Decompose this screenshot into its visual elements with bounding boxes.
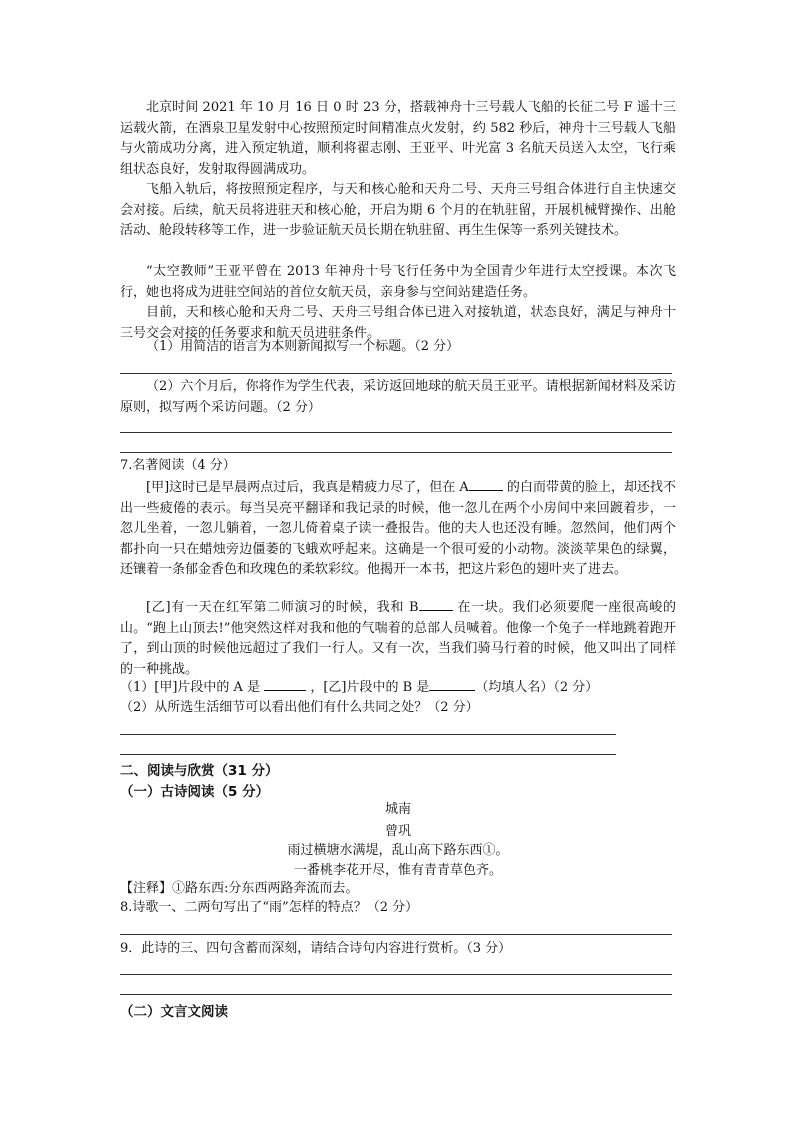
blank-a — [469, 477, 503, 491]
poem-line-1: 雨过横塘水满堤，乱山高下路东西①。 — [287, 843, 509, 858]
poem-title: 城南 — [384, 802, 411, 817]
poetry-subheading: （一）古诗阅读（5 分） — [120, 784, 270, 800]
news-paragraph-1: 北京时间 2021 年 10 月 16 日 0 时 23 分，搭载神舟十三号载人飞船的长征二号 F 遥十三运载火箭，在酒泉卫星发射中心按照预定时间精准点火发射，约 582 秒后，神舟十三号载人飞船与火箭成功分离，进入预定轨道，顺利将翟志刚、王亚平、叶光富 3 名航天员送入太空，飞行乘组状态良好，发射取得圆满成功。 — [120, 100, 676, 177]
news-paragraph-3: “太空教师”王亚平曾在 2013 年神舟十号飞行任务中为全国青少年进行太空授课。本次飞行，她也将成为进驻空间站的首位女航天员，亲身参与空间站建造任务。 — [120, 264, 676, 300]
question-8: 8.诗歌一、二两句写出了“雨”怎样的特点？（2 分） — [120, 900, 419, 915]
classical-chinese-subheading: （二）文言文阅读 — [120, 1004, 228, 1020]
answer-line — [120, 974, 672, 975]
question-7-title: 7.名著阅读（4 分） — [120, 458, 236, 473]
question-7-1: （1）[甲]片段中的 A 是 ，[乙]片段中的 B 是 （均填人名）（2 分） — [120, 677, 680, 698]
excerpt-yi: [乙]有一天在红军第二师演习的时候，我和 B 在一块。我们必须要爬一座很高峻的山。“跑上山顶去!”他突然这样对我和他的气喘着的总部人员喊着。他像一个兔子一样地跳着跑开了，到山顶的时候他远超过了我们一行人。又有一次，当我们骑马行着的时候，他又叫出了同样的一种挑战。 — [120, 597, 676, 680]
poem-note: 【注释】①路东西:分东西两路奔流而去。 — [120, 881, 359, 896]
poem-line-2: 一番桃李花开尽，惟有青青草色齐。 — [293, 863, 502, 878]
answer-blank-b[interactable] — [429, 677, 475, 691]
answer-line — [120, 934, 672, 935]
question-9: 9．此诗的三、四句含蓄而深刻，请结合诗句内容进行赏析。（3 分） — [120, 941, 512, 956]
question-6-2: （2）六个月后，你将作为学生代表，采访返回地球的航天员王亚平。请根据新闻材料及采访原则，拟写两个采访问题。（2 分） — [120, 379, 676, 415]
answer-blank-a[interactable] — [264, 677, 306, 691]
question-6-1: （1）用简洁的语言为本则新闻拟写一个标题。（2 分） — [146, 339, 460, 354]
answer-line — [120, 432, 672, 433]
answer-line — [120, 994, 672, 995]
news-paragraph-4: 目前，天和核心舱和天舟二号、天舟三号组合体已进入对接轨道，状态良好，满足与神舟十三号交会对接的任务要求和航天员进驻条件。 — [120, 305, 676, 341]
excerpt-jia: [甲]这时已是早晨两点过后，我真是精疲力尽了，但在 A 的白而带黄的脸上，却还找不出一些疲倦的表示。每当吴亮平翻译和我记录的时候，他一忽儿在两个小房间中来回踱着步，一忽儿坐着，一忽儿躺着，一忽儿倚着桌子读一叠报告。他的夫人也还没有睡。忽然间，他们两个都扑向一只在蜡烛旁边僵萎的飞蛾欢呼起来。这确是一个很可爱的小动物。淡淡苹果色的绿翼，还镶着一条郁金香色和玫瑰色的柔软彩纹。他揭开一本书，把这片彩色的翅叶夹了进去。 — [120, 477, 676, 581]
answer-line — [120, 452, 672, 453]
blank-b — [419, 597, 453, 611]
answer-line — [120, 734, 616, 735]
news-paragraph-2: 飞船入轨后，将按照预定程序，与天和核心舱和天舟二号、天舟三号组合体进行自主快速交会对接。后续，航天员将进驻天和核心舱，开启为期 6 个月的在轨驻留，开展机械臂操作、出舱活动、舱段转移等工作，进一步验证航天员长期在轨驻留、再生生保等一系列关键技术。 — [120, 182, 676, 239]
section-2-heading: 二、阅读与欣赏（31 分） — [120, 763, 279, 779]
poem-author: 曾巩 — [384, 824, 411, 839]
answer-line — [120, 754, 616, 755]
answer-line — [120, 373, 672, 374]
question-7-2: （2）从所选生活细节可以看出他们有什么共同之处？（2 分） — [120, 700, 479, 715]
